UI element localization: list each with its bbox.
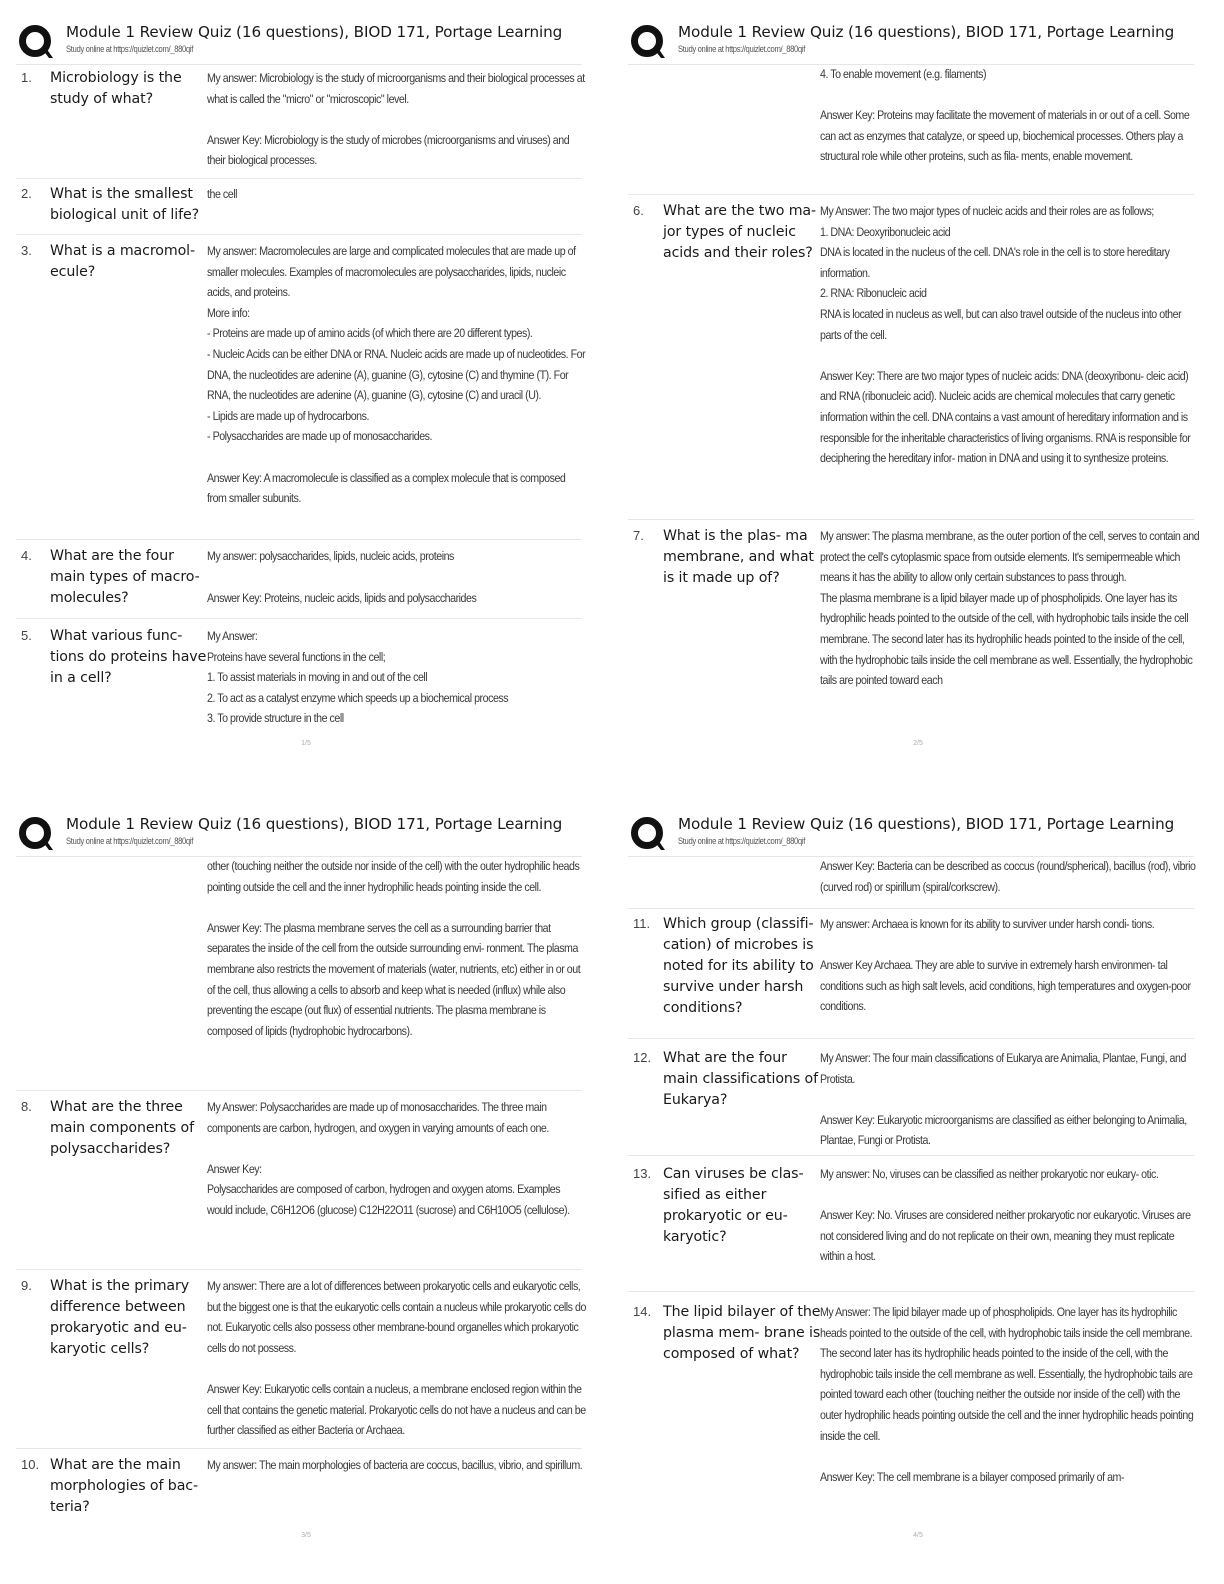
document-page: [0, 0, 612, 792]
question-text: What are the four main classifications of Eukarya?: [663, 1050, 819, 1108]
qa-row: [628, 856, 1198, 909]
question-text: What are the two ma- jor types of nucleic acids and their roles?: [663, 203, 817, 261]
answer-line: 2. RNA: Ribonucleic acid: [820, 286, 927, 301]
qa-row: [16, 546, 582, 619]
study-online-link[interactable]: Study online at https://quizlet.com/_880qif: [66, 836, 193, 846]
answer-text: [207, 546, 587, 609]
document-title: Module 1 Review Quiz (16 questions), BIOD 171, Portage Learning: [678, 23, 1175, 41]
qa-row: [16, 1276, 589, 1449]
quizlet-logo-icon: [630, 24, 666, 60]
study-online-link[interactable]: Study online at https://quizlet.com/_880qif: [678, 836, 805, 846]
document-title: Module 1 Review Quiz (16 questions), BIOD 171, Portage Learning: [66, 23, 563, 41]
answer-text: [820, 1164, 1200, 1267]
answer-line: other (touching neither the outside nor inside of the cell) with the outer hydrophilic heads pointing outside the cell and the inner hydrophilic heads pointing inside the cell.: [207, 859, 582, 894]
answer-line: Answer Key:: [207, 1161, 262, 1176]
answer-line: Answer Key: There are two major types of nucleic acids: DNA (deoxyribonu- cleic acid) and RNA (ribonucleic acid). Nucleic acids are chemical molecules that carry genetic information within the cell. DNA contains a vast amount of hereditary information and is responsible for the inheritable characteristics of living organisms. RNA is responsible for deciphering the hereditary infor- mation in DNA and using it to synthesize proteins.: [820, 368, 1193, 466]
qa-row: [628, 201, 1194, 520]
qa-row: [628, 64, 1194, 195]
qa-row: [16, 856, 582, 1091]
answer-line: My answer: Macromolecules are large and complicated molecules that are made up of smaller molecules. Examples of macromolecules are polysaccharides, lipids, nucleic acids, and proteins.: [207, 244, 579, 300]
answer-text: [207, 241, 587, 509]
answer-line: Proteins have several functions in the cell;: [207, 649, 386, 664]
answer-line: More info:: [207, 305, 250, 320]
answer-line: My answer: No, viruses can be classified as neither prokaryotic nor eukary- otic.: [820, 1167, 1159, 1181]
answer-line: 1. DNA: Deoxyribonucleic acid: [820, 224, 951, 239]
question-number: 5.: [21, 628, 32, 643]
document-page: [612, 0, 1224, 792]
question-text: What are the main morphologies of bac- teria?: [50, 1457, 199, 1515]
answer-line: Polysaccharides are composed of carbon, hydrogen and oxygen atoms. Examples would include, C6H12O6 (glucose) C12H22O11 (sucrose) and C6H10O5 (cellulose).: [207, 1182, 570, 1217]
answer-line: Answer Key: Eukaryotic cells contain a nucleus, a membrane enclosed region within the cell that contains the genetic material. Prokaryotic cells do not have a nucleus and can be further classified as either Bacteria or Archaea.: [207, 1381, 589, 1438]
answer-line: Answer Key: Proteins may facilitate the movement of materials in or out of a cell. Some can act as enzymes that catalyze, or speed up, biochemical processes. Others play a structural role while other proteins, such as fila- ments, enable movement.: [820, 108, 1192, 164]
answer-text: [207, 1276, 587, 1441]
qa-row: [628, 1302, 1194, 1520]
answer-line: Answer Key: Eukaryotic microorganisms are classified as either belonging to Animalia, Plantae, Fungi or Protista.: [820, 1112, 1190, 1148]
question-text: What is the plas- ma membrane, and what is it made up of?: [663, 528, 814, 586]
question-number: 3.: [21, 243, 32, 258]
qa-row: [628, 914, 1194, 1039]
question-number: 12.: [633, 1050, 652, 1065]
answer-line: My answer: The main morphologies of bacteria are coccus, bacillus, vibrio, and spirillum.: [207, 1458, 583, 1472]
qa-row: [628, 1164, 1194, 1292]
question-number: 4.: [21, 548, 32, 563]
answer-text: [207, 1097, 587, 1221]
answer-text: [207, 1455, 587, 1476]
qa-row: [16, 626, 582, 732]
question-text: The lipid bilayer of the plasma mem- brane is composed of what?: [663, 1304, 821, 1362]
document-title: Module 1 Review Quiz (16 questions), BIOD 171, Portage Learning: [678, 815, 1175, 833]
answer-line: The plasma membrane is a lipid bilayer made up of phospholipids. One layer has its hydrophilic heads pointed to the outside of the cell, with hydrophobic tails inside the cell membrane. The second later has its hydrophilic heads pointed to the inside of the cell, with the hydrophobic tails inside the cell membrane as well. Essentially, the hydrophobic tails are pointed toward each: [820, 590, 1195, 688]
answer-line: My answer: The plasma membrane, as the outer portion of the cell, serves to contain and protect the cell's cytoplasmic space from outside elements. It's semipermeable which means it has the ability to allow only certain substances to pass through.: [820, 529, 1202, 585]
question-text: Microbiology is the study of what?: [50, 70, 182, 107]
answer-line: My Answer: The two major types of nucleic acids and their roles are as follows;: [820, 204, 1154, 218]
answer-line: My answer: Archaea is known for its ability to surviver under harsh condi- tions.: [820, 917, 1155, 931]
answer-line: Answer Key: No. Viruses are considered neither prokaryotic nor eukaryotic. Viruses are not considered living and do not replicate on their own, meaning they must replicate within a host.: [820, 1208, 1194, 1264]
answer-line: Answer Key: Microbiology is the study of microbes (microorganisms and viruses) and their biological processes.: [207, 132, 572, 168]
answer-line: 3. To provide structure in the cell: [207, 711, 344, 726]
page-number: 2/5: [913, 740, 923, 747]
study-online-link[interactable]: Study online at https://quizlet.com/_880qif: [678, 44, 805, 54]
answer-text: [820, 526, 1200, 691]
page-header: [628, 812, 1194, 857]
question-number: 6.: [633, 203, 644, 218]
answer-line: Answer Key: Bacteria can be described as coccus (round/spherical), bacillus (rod), vibrio (curved rod) or spirillum (spiral/corkscrew).: [820, 859, 1198, 894]
question-number: 14.: [633, 1304, 652, 1319]
study-online-link[interactable]: Study online at https://quizlet.com/_880qif: [66, 44, 193, 54]
question-number: 9.: [21, 1278, 32, 1293]
answer-line: DNA is located in the nucleus of the cell. DNA's role in the cell is to store hereditary information.: [820, 245, 1173, 280]
page-header: [628, 20, 1194, 65]
question-number: 1.: [21, 70, 32, 85]
document-title: Module 1 Review Quiz (16 questions), BIOD 171, Portage Learning: [66, 815, 563, 833]
document-page: [0, 792, 612, 1584]
answer-line: RNA is located in nucleus as well, but can also travel outside of the nucleus into other parts of the cell.: [820, 306, 1184, 342]
quizlet-logo-icon: [18, 24, 54, 60]
question-text: What is a macromol- ecule?: [50, 243, 196, 280]
question-text: What various func- tions do proteins have in a cell?: [50, 628, 207, 686]
answer-line: 1. To assist materials in moving in and out of the cell: [207, 670, 428, 685]
page-number: 3/5: [301, 1532, 311, 1539]
document-page: [612, 792, 1224, 1584]
answer-line: My answer: polysaccharides, lipids, nucleic acids, proteins: [207, 549, 454, 563]
question-text: What are the four main types of macro- molecules?: [50, 548, 200, 606]
answer-text: [207, 184, 587, 205]
quizlet-logo-icon: [630, 816, 666, 852]
answer-line: 2. To act as a catalyst enzyme which speeds up a biochemical process: [207, 690, 509, 705]
answer-text: [820, 201, 1200, 469]
question-number: 8.: [21, 1099, 32, 1114]
qa-row: [16, 184, 582, 235]
answer-line: Answer Key: The plasma membrane serves the cell as a surrounding barrier that separates the inside of the cell from the outside surrounding envi- ronment. The plasma membrane also restricts the movement of materials (water, nutrients, etc) either in or out of the cell, thus allowing a cells to absorb and keep what is needed (influx) while also preventing the escape (out flux) of essential nutrients. The plasma membrane is composed of lipids (hydrophobic hydrocarbons).: [207, 920, 583, 1038]
answer-text: [820, 1302, 1200, 1487]
answer-line: My Answer: The lipid bilayer made up of phospholipids. One layer has its hydrophilic heads pointed to the outside of the cell, with hydrophobic tails inside the cell membrane. The second later has its hydrophilic heads pointed to the inside of the cell, with the hydrophobic tails inside the cell membrane as well. Essentially, the hydrophobic tails are pointed toward each other (touching neither the outside nor inside of the cell) with the outer hydrophilic heads pointing outside the cell and the inner hydrophilic heads pointing inside the cell.: [820, 1305, 1196, 1443]
question-text: Which group (classifi- cation) of microbes is noted for its ability to survive under harsh conditions?: [663, 916, 814, 1016]
answer-line: Answer Key: Proteins, nucleic acids, lipids and polysaccharides: [207, 590, 477, 605]
page-number: 1/5: [301, 740, 311, 747]
qa-row: [16, 68, 588, 179]
question-number: 11.: [633, 916, 651, 931]
question-number: 2.: [21, 186, 32, 201]
answer-text: [820, 64, 1200, 167]
answer-text: [820, 856, 1200, 897]
answer-line: My Answer: Polysaccharides are made up of monosaccharides. The three main components are carbon, hydrogen, and oxygen in varying amounts of each one.: [207, 1100, 550, 1135]
answer-text: [207, 856, 587, 1041]
qa-row: [16, 1455, 582, 1523]
page-header: [16, 812, 582, 857]
answer-text: [820, 914, 1200, 1017]
answer-line: Answer Key Archaea. They are able to survive in extremely harsh environmen- tal conditions such as high salt levels, acid conditions, high temperatures and oxygen-poor conditions.: [820, 958, 1194, 1014]
question-number: 10.: [21, 1457, 40, 1472]
answer-line: My answer: There are a lot of differences between prokaryotic cells and eukaryotic cells, but the biggest one is that the eukaryotic cells contain a nucleus while prokaryotic cells do not. Eukaryotic cells also possess other membrane-bound organelles which prokaryotic cells do not possess.: [207, 1279, 589, 1355]
answer-line: - Lipids are made up of hydrocarbons.: [207, 408, 369, 423]
question-number: 7.: [633, 528, 644, 543]
question-number: 13.: [633, 1166, 652, 1181]
qa-row: [628, 1048, 1194, 1156]
answer-line: - Proteins are made up of amino acids (of which there are 20 different types).: [207, 326, 533, 341]
answer-line: - Nucleic Acids can be either DNA or RNA. Nucleic acids are made up of nucleotides. For DNA, the nucleotides are adenine (A), guanine (G), cytosine (C) and thymine (T). For RNA, the nucleotides are adenine (A), guanine (G), cytosine (C) and uracil (U).: [207, 346, 588, 403]
answer-line: the cell: [207, 187, 237, 201]
quizlet-logo-icon: [18, 816, 54, 852]
page-number: 4/5: [913, 1532, 923, 1539]
answer-text: [207, 68, 587, 171]
answer-line: My Answer:: [207, 629, 258, 643]
answer-line: - Polysaccharides are made up of monosaccharides.: [207, 429, 432, 444]
answer-text: [820, 1048, 1200, 1151]
question-text: What is the smallest biological unit of life?: [50, 186, 200, 223]
qa-row: [16, 241, 588, 540]
answer-line: Answer Key: A macromolecule is classified as a complex molecule that is composed from smaller subunits.: [207, 470, 568, 506]
question-text: Can viruses be clas- sified as either prokaryotic or eu- karyotic?: [663, 1166, 804, 1245]
answer-line: My Answer: The four main classifications of Eukarya are Animalia, Plantae, Fungi, and Protista.: [820, 1051, 1189, 1086]
page-header: [16, 20, 582, 65]
question-text: What is the primary difference between prokaryotic and eu- karyotic cells?: [50, 1278, 190, 1357]
answer-line: 4. To enable movement (e.g. filaments): [820, 67, 987, 81]
answer-line: Answer Key: The cell membrane is a bilayer composed primarily of am-: [820, 1469, 1125, 1484]
question-text: What are the three main components of polysaccharides?: [50, 1099, 194, 1157]
qa-row: [628, 526, 1202, 726]
answer-line: My answer: Microbiology is the study of microorganisms and their biological processes at what is called the "micro" or "microscopic" level.: [207, 71, 588, 106]
qa-row: [16, 1097, 582, 1270]
answer-text: [207, 626, 587, 729]
